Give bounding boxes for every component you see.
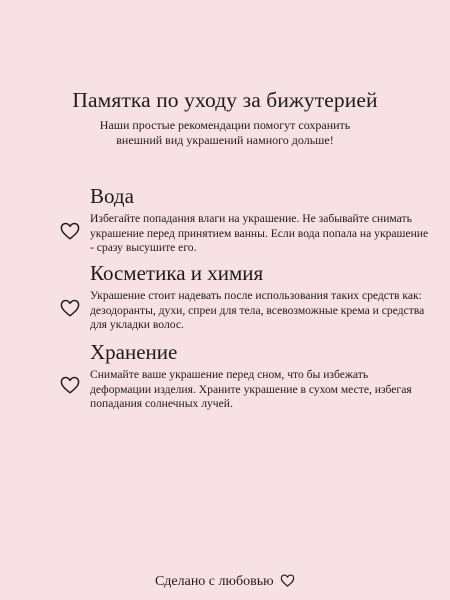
footer-text: Сделано с любовью — [154, 574, 274, 589]
page-title: Памятка по уходу за бижутерией — [72, 88, 378, 112]
subtitle-line-2: внешний вид украшений намного дольше! — [116, 133, 334, 147]
section-heading: Косметика и химия — [90, 261, 264, 285]
section-heading: Вода — [90, 184, 134, 208]
section-storage — [58, 340, 428, 412]
section-text: Снимайте ваше украшение перед сном, что бы избежать деформации изделия. Храните украшение в сухом месте, избегая попадания солнечных лучей. — [90, 368, 412, 410]
subtitle-line-1: Наши простые рекомендации помогут сохранить — [99, 118, 351, 132]
section-text: Избегайте попадания влаги на украшение. Не забывайте снимать украшение перед принятием ванны. Если вода попала на украшение - сразу высушите его. — [90, 212, 429, 254]
footer — [0, 574, 450, 590]
page-subtitle — [0, 118, 450, 148]
heart-outline-icon — [280, 574, 295, 587]
section-text: Украшение стоит надевать после использования таких средств как: дезодоранты, духи, спреи для тела, всевозможные крема и средства для укладки волос. — [90, 289, 425, 331]
section-water — [58, 184, 428, 256]
section-heading: Хранение — [90, 340, 178, 364]
section-cosmetics — [58, 261, 428, 333]
